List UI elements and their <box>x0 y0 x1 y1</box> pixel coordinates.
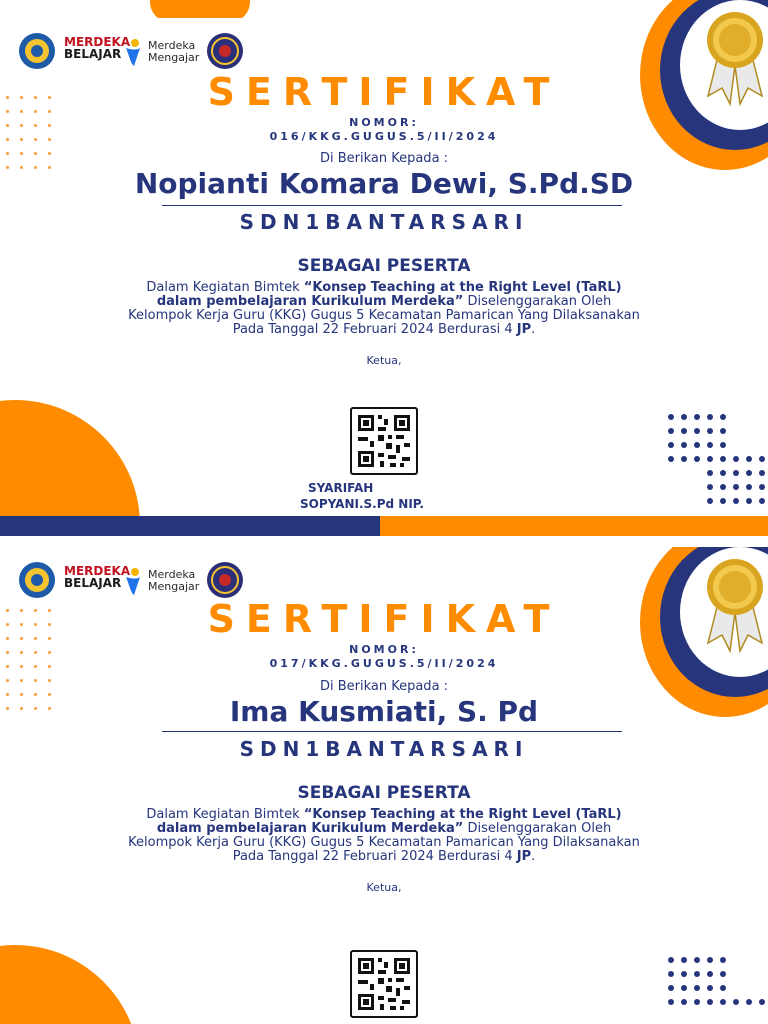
page-gap <box>0 527 768 547</box>
description-line1-bold: “Konsep Teaching at the Right Level (TaRL) <box>303 807 622 822</box>
certificate-number-label: NOMOR: <box>349 643 419 656</box>
logo-strip <box>0 18 250 70</box>
name-underline <box>162 731 622 732</box>
recipient-name: Ima Kusmiati, S. Pd <box>229 695 539 728</box>
qr-code-icon <box>352 409 416 473</box>
description-line3: Kelompok Kerja Guru (KKG) Gugus 5 Kecamatan Pamarican Yang Dilaksanakan <box>128 308 640 323</box>
description-line4-bold: JP <box>516 849 532 864</box>
description-line4-plain: Pada Tanggal 22 Februari 2024 Berdurasi 4 <box>232 322 517 337</box>
description-line1-plain: Dalam Kegiatan Bimtek <box>146 807 304 822</box>
description-line4-plain: Pada Tanggal 22 Februari 2024 Berdurasi 4 <box>232 849 517 864</box>
bottom-left-orange-circle <box>0 945 140 1024</box>
description-text <box>0 281 768 337</box>
right-dot-grid <box>664 410 768 520</box>
certificate-title: SERTIFIKAT <box>207 70 561 114</box>
certificate-title: SERTIFIKAT <box>207 597 561 641</box>
participant-role: SEBAGAI PESERTA <box>297 256 471 276</box>
merdeka-mengajar-logo-line1: Merdeka <box>148 39 196 52</box>
recipient-name: Nopianti Komara Dewi, S.Pd.SD <box>134 167 634 200</box>
qr-code-icon <box>352 952 416 1016</box>
given-to-label: Di Berikan Kepada : <box>319 151 449 166</box>
right-dot-grid <box>664 953 768 1024</box>
bottom-left-orange-circle <box>0 400 140 527</box>
school-name: SDN1BANTARSARI <box>239 210 529 234</box>
certificate-number: 016/KKG.GUGUS.5/II/2024 <box>269 130 499 143</box>
description-line2-bold: dalam pembelajaran Kurikulum Merdeka” <box>156 821 464 836</box>
signer-line1: SYARIFAH <box>308 481 374 495</box>
merdeka-belajar-logo-line2: BELAJAR <box>64 576 122 590</box>
merdeka-mengajar-logo-line2: Mengajar <box>148 51 200 64</box>
description-line4-end: . <box>531 322 536 337</box>
school-name: SDN1BANTARSARI <box>239 737 529 761</box>
description-line2-bold: dalam pembelajaran Kurikulum Merdeka” <box>156 294 464 309</box>
description-line4-end: . <box>531 849 536 864</box>
merdeka-belajar-logo-line1: MERDEKA <box>64 35 131 49</box>
merdeka-belajar-logo-line2: BELAJAR <box>64 47 122 61</box>
signer-name <box>300 480 424 512</box>
institution-emblem-icon <box>206 561 244 599</box>
tut-wuri-handayani-icon <box>18 32 56 70</box>
merdeka-belajar-logo-line1: MERDEKA <box>64 564 131 578</box>
institution-emblem-icon <box>206 32 244 70</box>
merdeka-mengajar-logo-line1: Merdeka <box>148 568 196 581</box>
merdeka-mengajar-icon <box>122 567 144 597</box>
description-line1-plain: Dalam Kegiatan Bimtek <box>146 280 304 295</box>
description-line2-plain: Diselenggarakan Oleh <box>463 821 612 836</box>
merdeka-mengajar-logo-line2: Mengajar <box>148 580 200 593</box>
name-underline <box>162 205 622 206</box>
chairman-label: Ketua, <box>366 881 402 894</box>
description-text <box>0 808 768 864</box>
logo-strip <box>0 547 250 599</box>
qr-code <box>350 950 418 1018</box>
tut-wuri-handayani-icon <box>18 561 56 599</box>
given-to-label: Di Berikan Kepada : <box>319 679 449 694</box>
certificate-2 <box>0 547 768 1024</box>
certificate-number: 017/KKG.GUGUS.5/II/2024 <box>269 657 499 670</box>
qr-code <box>350 407 418 475</box>
certificate-number-label: NOMOR: <box>349 116 419 129</box>
signer-line2: SOPYANI.S.Pd NIP. <box>300 497 424 511</box>
chairman-label: Ketua, <box>366 354 402 367</box>
participant-role: SEBAGAI PESERTA <box>297 783 471 803</box>
merdeka-mengajar-icon <box>122 38 144 68</box>
description-line3: Kelompok Kerja Guru (KKG) Gugus 5 Kecamatan Pamarican Yang Dilaksanakan <box>128 835 640 850</box>
description-line4-bold: JP <box>516 322 532 337</box>
description-line1-bold: “Konsep Teaching at the Right Level (TaRL) <box>303 280 622 295</box>
description-line2-plain: Diselenggarakan Oleh <box>463 294 612 309</box>
